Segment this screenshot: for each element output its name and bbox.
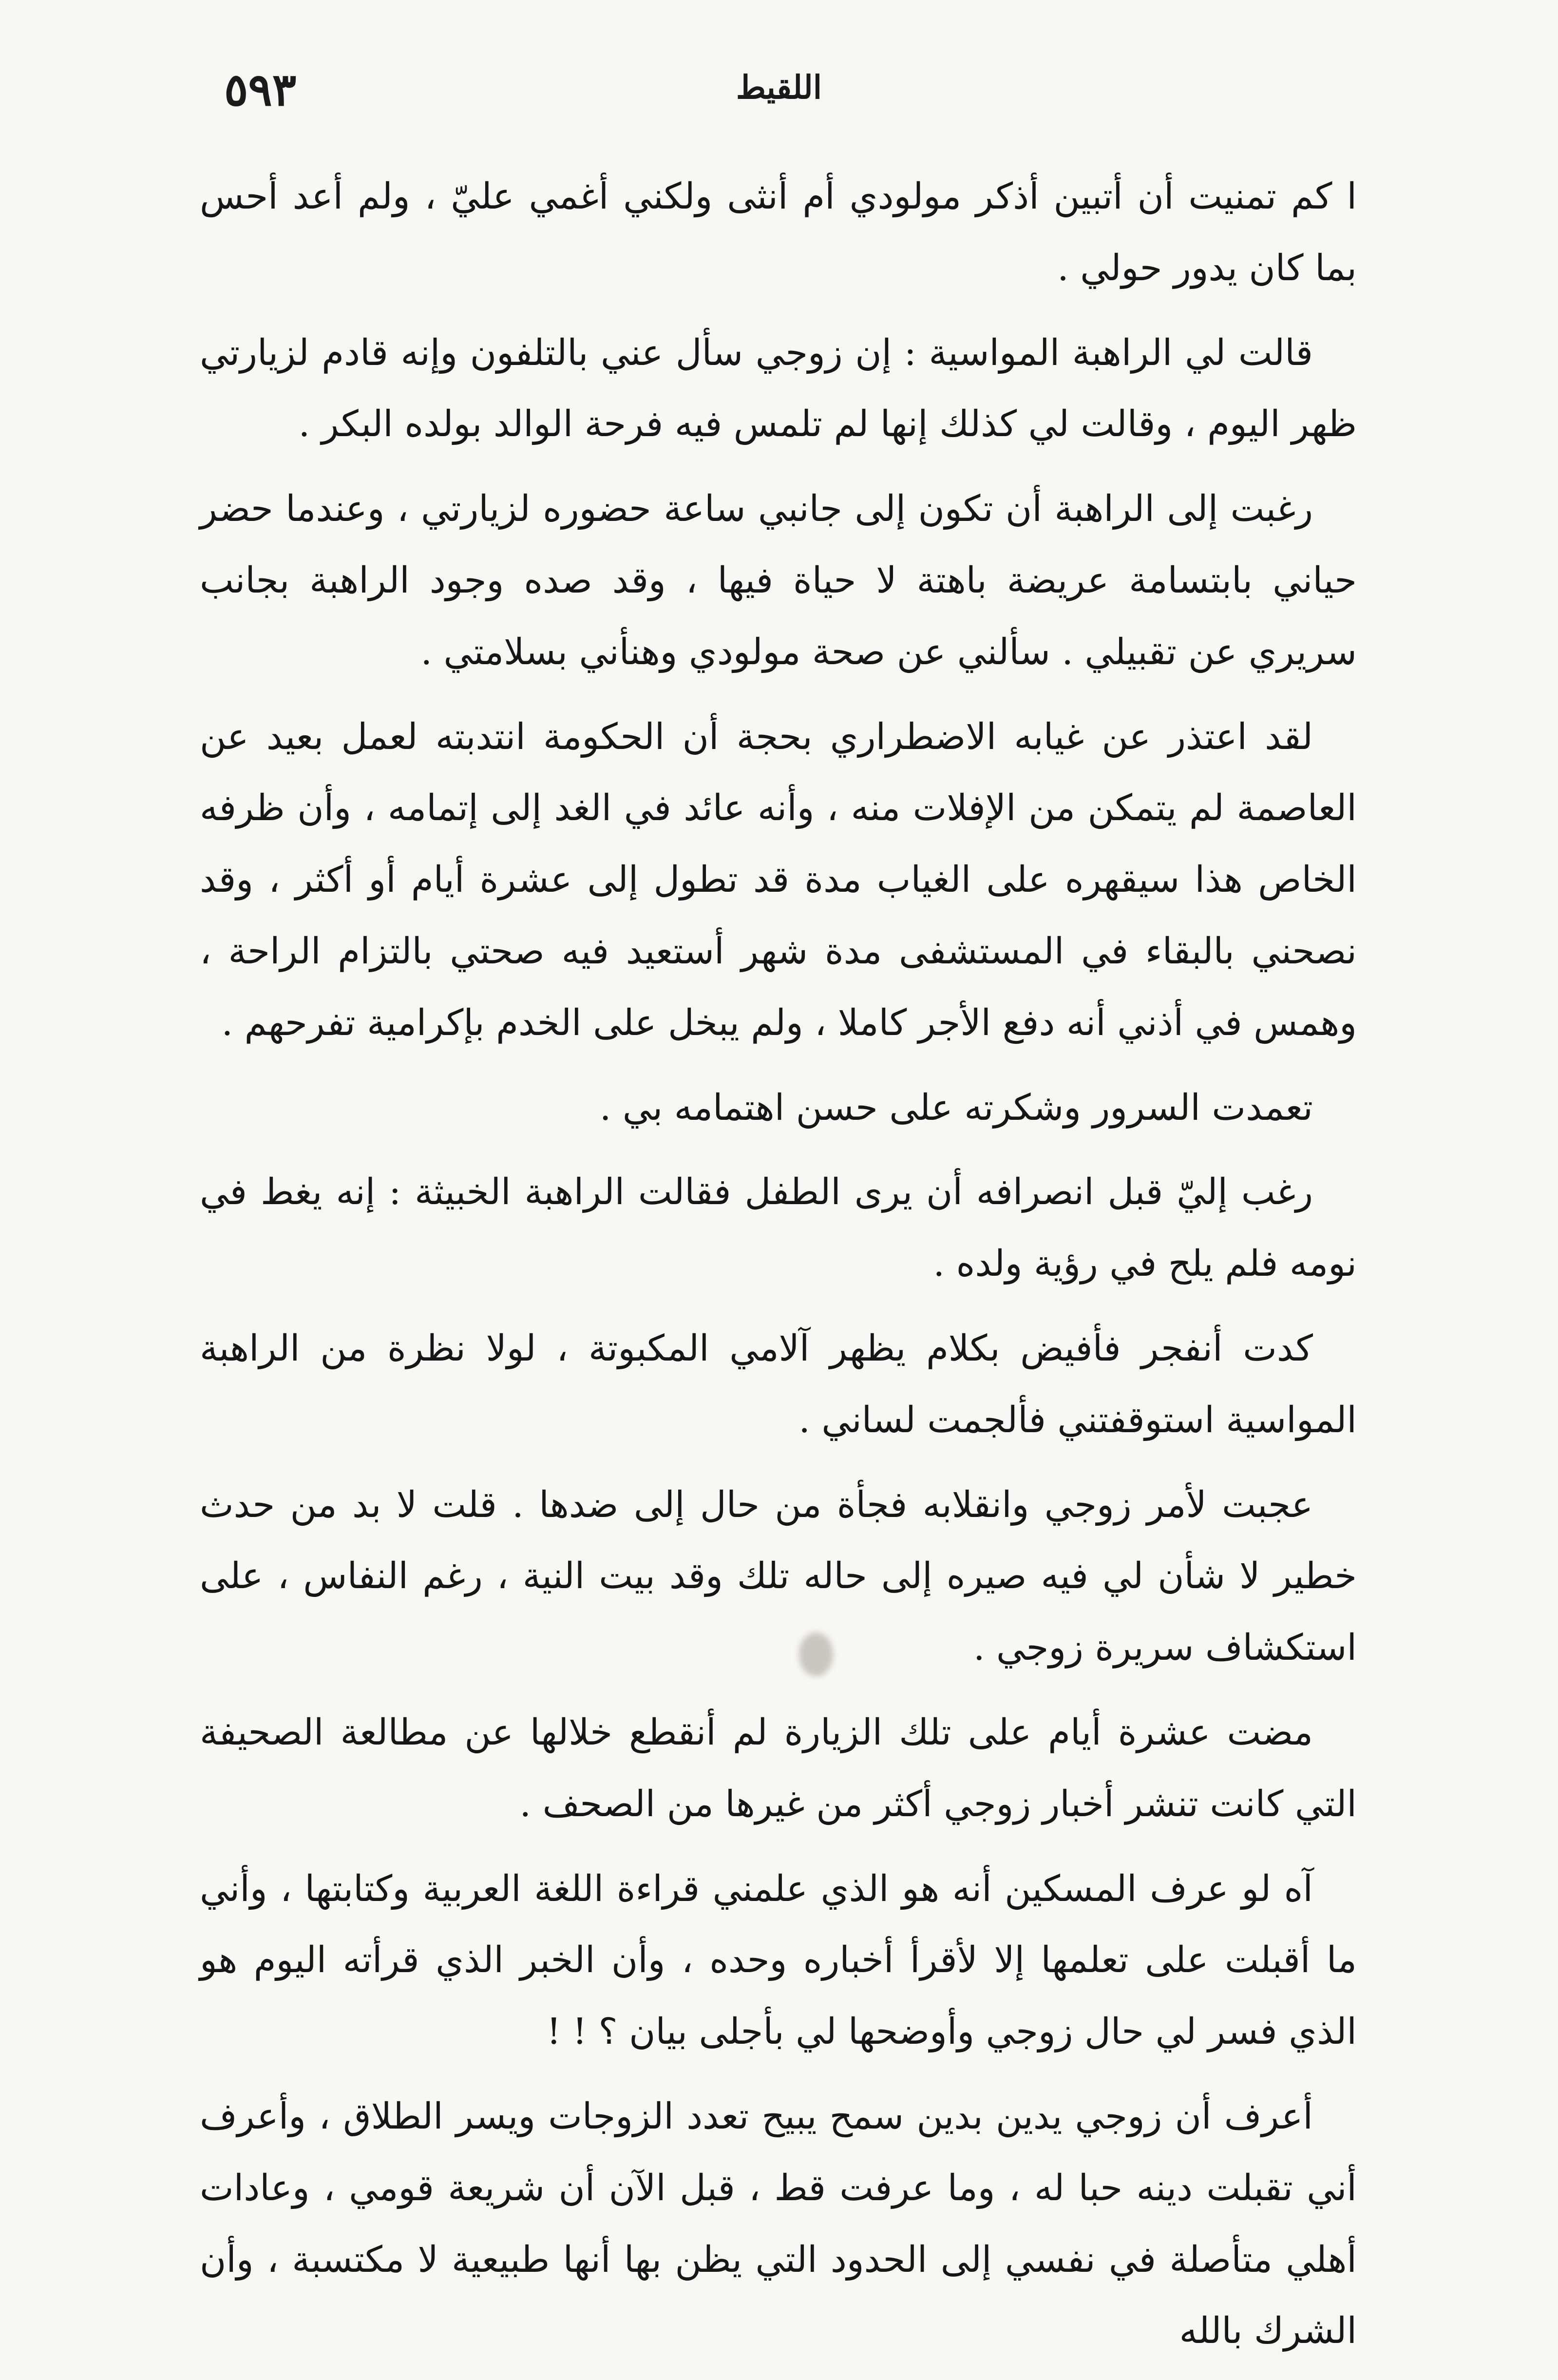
paragraph: ا كم تمنيت أن أتبين أذكر مولودي أم أنثى ولكني أغمي عليّ ، ولم أعد أحس بما كان يدور حولي . [200, 175, 1357, 289]
paragraph: أعرف أن زوجي يدين بدين سمح يبيح تعدد الزوجات ويسر الطلاق ، وأعرف أني تقبلت دينه حبا له ، وما عرفت قط ، قبل الآن أن شريعة قومي ، وعادات أهلي متأصلة في نفسي إلى الحدود التي يظن بها أنها طبيعية لا مكتسبة ، وأن الشرك بالله [200, 2095, 1357, 2352]
paragraph: تعمدت السرور وشكرته على حسن اهتمامه بي . [599, 1086, 1313, 1129]
paragraph: كدت أنفجر فأفيض بكلام يظهر آلامي المكبوتة ، لولا نظرة من الراهبة المواسية استوقفتني فألجمت لساني . [200, 1327, 1357, 1441]
running-title: اللقيط [736, 68, 822, 106]
paragraph: قالت لي الراهبة المواسية : إن زوجي سأل عني بالتلفون وإنه قادم لزيارتي ظهر اليوم ، وقالت لي كذلك إنها لم تلمس فيه فرحة الوالد بولده البكر . [200, 331, 1357, 445]
page-number: ٥٩٣ [224, 63, 297, 116]
paragraph: رغب إليّ قبل انصرافه أن يرى الطفل فقالت الراهبة الخبيثة : إنه يغط في نومه فلم يلح في رؤية ولده . [200, 1171, 1357, 1285]
body-text [200, 161, 1357, 2380]
paper-stain [799, 1632, 833, 1676]
paragraph: رغبت إلى الراهبة أن تكون إلى جانبي ساعة حضوره لزيارتي ، وعندما حضر حياني بابتسامة عريضة باهتة لا حياة فيها ، وقد صده وجود الراهبة بجانب سريري عن تقبيلي . سألني عن صحة مولودي وهنأني بسلامتي . [200, 488, 1357, 673]
paragraph: آه لو عرف المسكين أنه هو الذي علمني قراءة اللغة العربية وكتابتها ، وأني ما أقبلت على تعلمها إلا لأقرأ أخباره وحده ، وأن الخبر الذي قرأته اليوم هو الذي فسر لي حال زوجي وأوضحها لي بأجلى بيان ؟ ! ! [200, 1867, 1357, 2053]
paragraph: عجبت لأمر زوجي وانقلابه فجأة من حال إلى ضدها . قلت لا بد من حدث خطير لا شأن لي فيه صيره إلى حاله تلك وقد بيت النية ، رغم النفاس ، على استكشاف سريرة زوجي . [200, 1483, 1357, 1669]
page-header [205, 63, 1353, 122]
paragraph: مضت عشرة أيام على تلك الزيارة لم أنقطع خلالها عن مطالعة الصحيفة التي كانت تنشر أخبار زوجي أكثر من غيرها من الصحف . [200, 1711, 1357, 1825]
paragraph: لقد اعتذر عن غيابه الاضطراري بحجة أن الحكومة انتدبته لعمل بعيد عن العاصمة لم يتمكن من الإفلات منه ، وأنه عائد في الغد إلى إتمامه ، وأن ظرفه الخاص هذا سيقهره على الغياب مدة قد تطول إلى عشرة أيام أو أكثر ، وقد نصحني بالبقاء في المستشفى مدة شهر أستعيد فيه صحتي بالتزام الراحة ، وهمس في أذني أنه دفع الأجر كاملا ، ولم يبخل على الخدم بإكرامية تفرحهم . [200, 715, 1357, 1044]
